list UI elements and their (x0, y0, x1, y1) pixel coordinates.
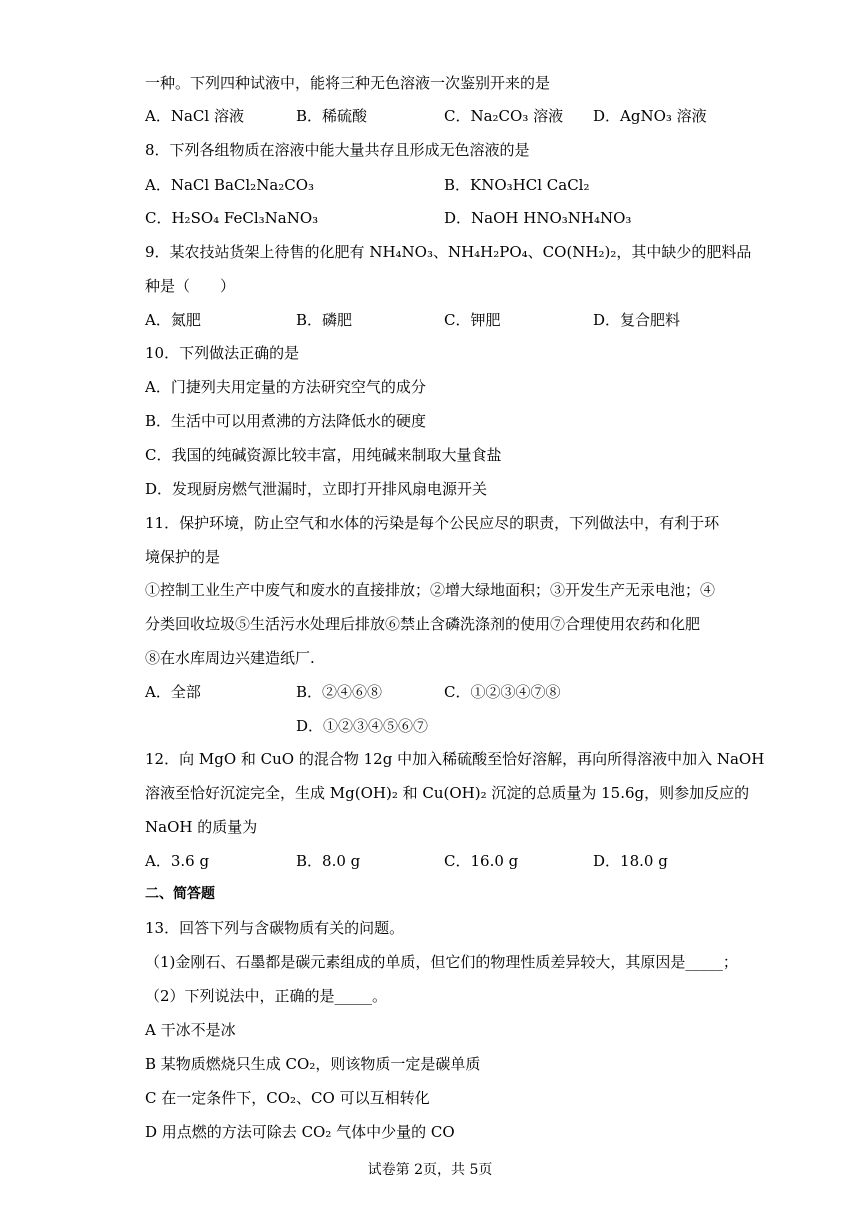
q12-option-b: B．8.0 g (296, 852, 361, 870)
q13-part1: （1)金刚石、石墨都是碳元素组成的单质，但它们的物理性质差异较大，其原因是_____； (145, 953, 738, 971)
q13-option-d: D 用点燃的方法可除去 CO₂ 气体中少量的 CO (145, 1123, 455, 1141)
q11-option-b: B．②④⑥⑧ (296, 683, 383, 701)
page-footer: 试卷第 2页，共 5页 (367, 1162, 493, 1178)
q13-stem: 13．回答下列与含碳物质有关的问题。 (145, 919, 405, 937)
q12-stem-line1: 12．向 MgO 和 CuO 的混合物 12g 中加入稀硫酸至恰好溶解，再向所得溶液中加入 NaOH (145, 750, 765, 768)
q7-stem-tail: 一种。下列四种试液中，能将三种无色溶液一次鉴别开来的是 (145, 74, 551, 92)
q12-option-d: D．18.0 g (593, 852, 668, 870)
q9-stem-line2: 种是（ ） (145, 277, 236, 295)
q13-option-a: A 干冰不是冰 (145, 1021, 236, 1039)
q11-stem-line1: 11．保护环境，防止空气和水体的污染是每个公民应尽的职责，下列做法中，有利于环 (145, 514, 720, 532)
q12-stem-line2: 溶液至恰好沉淀完全，生成 Mg(OH)₂ 和 Cu(OH)₂ 沉淀的总质量为 15.6g，则参加反应的 (145, 784, 750, 802)
section-heading: 二、简答题 (145, 886, 215, 902)
q13-option-b: B 某物质燃烧只生成 CO₂，则该物质一定是碳单质 (145, 1055, 481, 1073)
q13-part2: （2）下列说法中，正确的是_____。 (145, 987, 388, 1005)
q11-option-d: D．①②③④⑤⑥⑦ (296, 717, 429, 735)
q7-option-c: C．Na₂CO₃ 溶液 (444, 107, 564, 125)
q11-option-a: A．全部 (145, 683, 201, 701)
q9-option-d: D．复合肥料 (593, 311, 681, 329)
q13-option-c: C 在一定条件下，CO₂、CO 可以互相转化 (145, 1089, 430, 1107)
q7-option-b: B．稀硫酸 (296, 107, 368, 125)
q9-option-b: B．磷肥 (296, 311, 353, 329)
q8-option-b: B．KNO₃HCl CaCl₂ (444, 176, 590, 194)
q10-option-b: B．生活中可以用煮沸的方法降低水的硬度 (145, 412, 427, 430)
q9-option-a: A．氮肥 (145, 311, 201, 329)
q7-option-d: D．AgNO₃ 溶液 (593, 107, 707, 125)
q9-stem-line1: 9．某农技站货架上待售的化肥有 NH₄NO₃、NH₄H₂PO₄、CO(NH₂)₂，其中缺少的肥料品 (145, 243, 752, 261)
q10-stem: 10．下列做法正确的是 (145, 344, 300, 362)
q11-stem-line2: 境保护的是 (145, 548, 221, 566)
q9-option-c: C．钾肥 (444, 311, 501, 329)
q11-option-c: C．①②③④⑦⑧ (444, 683, 561, 701)
q7-option-a: A．NaCl 溶液 (145, 107, 244, 125)
q8-stem: 8．下列各组物质在溶液中能大量共存且形成无色溶液的是 (145, 141, 530, 159)
q12-stem-line3: NaOH 的质量为 (145, 818, 258, 836)
q12-option-c: C．16.0 g (444, 852, 519, 870)
q8-option-a: A．NaCl BaCl₂Na₂CO₃ (145, 176, 315, 194)
q10-option-c: C．我国的纯碱资源比较丰富，用纯碱来制取大量食盐 (145, 446, 502, 464)
q11-items-line3: ⑧在水库周边兴建造纸厂. (145, 649, 315, 667)
q10-option-d: D．发现厨房燃气泄漏时，立即打开排风扇电源开关 (145, 480, 488, 498)
q10-option-a: A．门捷列夫用定量的方法研究空气的成分 (145, 378, 426, 396)
q11-items-line2: 分类回收垃圾⑤生活污水处理后排放⑥禁止含磷洗涤剂的使用⑦合理使用农药和化肥 (145, 615, 701, 633)
q8-option-d: D．NaOH HNO₃NH₄NO₃ (444, 209, 632, 227)
q11-items-line1: ①控制工业生产中废气和废水的直接排放；②增大绿地面积；③开发生产无汞电池；④ (145, 581, 716, 599)
q12-option-a: A．3.6 g (145, 852, 210, 870)
q8-option-c: C．H₂SO₄ FeCl₃NaNO₃ (145, 209, 319, 227)
